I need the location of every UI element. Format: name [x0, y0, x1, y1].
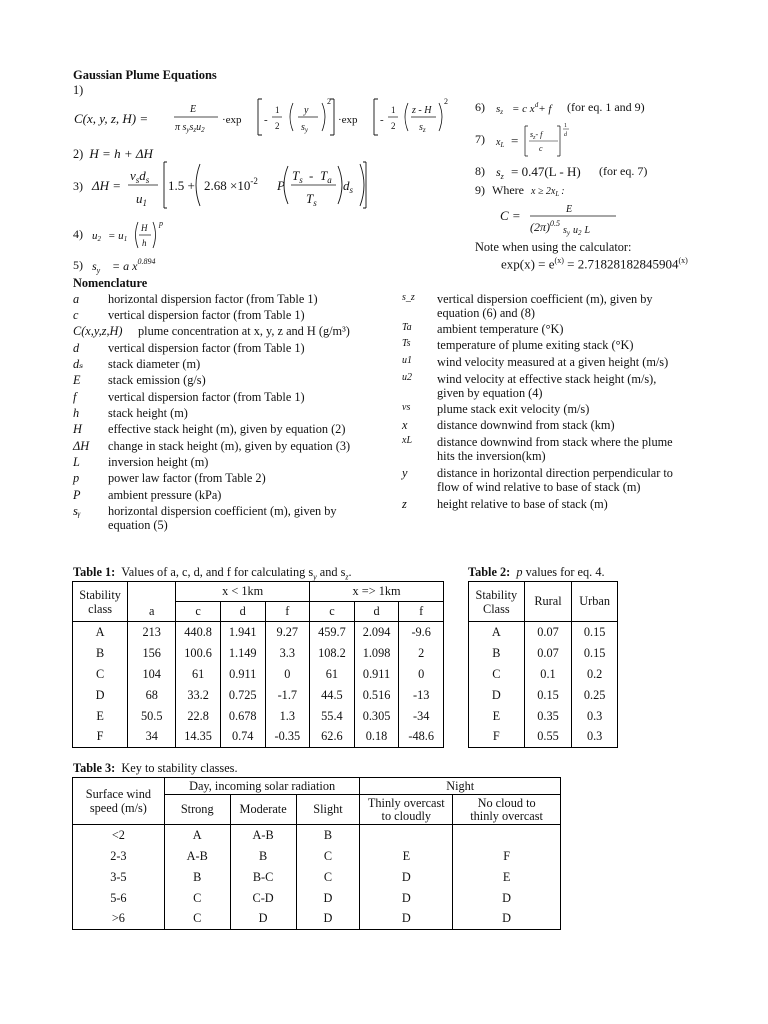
nomenclature-definition-continued: given by equation (4) — [437, 386, 543, 400]
nomenclature-symbol: xL — [402, 435, 412, 446]
calculator-note: Note when using the calculator: — [475, 240, 632, 254]
table-cell: A-B — [164, 846, 230, 867]
nomenclature-symbol: a — [73, 292, 80, 306]
table-cell: 0.07 — [524, 643, 572, 664]
nomenclature-symbol: c — [73, 308, 79, 322]
nomenclature-definition: inversion height (m) — [108, 455, 209, 469]
table-cell: 68 — [128, 685, 176, 706]
table-cell: B — [164, 867, 230, 888]
equation-6 — [474, 96, 674, 118]
nomenclature-definition: horizontal dispersion coefficient (m), given by — [108, 504, 337, 518]
table-cell: 0.1 — [524, 664, 572, 685]
svg-text:1: 1 — [391, 105, 396, 115]
table-cell: A — [164, 825, 230, 846]
table-row — [73, 909, 561, 930]
table-cell: 0.725 — [220, 685, 265, 706]
table-cell: 0.07 — [524, 622, 572, 643]
table-cell: 104 — [128, 664, 176, 685]
table-cell: D — [296, 909, 360, 930]
svg-text:Ts: $T_s$ — [292, 168, 303, 185]
equation-8 — [474, 160, 674, 182]
table-cell: -13 — [399, 685, 444, 706]
nomenclature-symbol: sᵧ — [73, 504, 81, 518]
nomenclature-symbol: p — [73, 471, 80, 485]
table-row — [73, 643, 444, 664]
nomenclature-definition: stack height (m) — [108, 406, 188, 420]
table-cell: E — [360, 846, 453, 867]
table-cell: C — [296, 867, 360, 888]
table-row — [469, 685, 618, 706]
nomenclature-symbol: C(x,y,z,H) — [73, 324, 123, 338]
table3-header-slight: Slight — [296, 795, 360, 825]
nomenclature-definition: wind velocity at effective stack height (m/s), — [437, 372, 657, 386]
svg-text:3): 3) — [73, 179, 83, 193]
table-cell: E — [453, 867, 561, 888]
table-cell: 0.15 — [572, 643, 618, 664]
svg-text:=: = — [511, 133, 519, 148]
nomenclature-heading: Nomenclature — [73, 276, 148, 290]
table-cell: 0.15 — [524, 685, 572, 706]
svg-text:2: 2 — [444, 97, 448, 106]
svg-text:(for eq. 1 and 9): (for eq. 1 and 9) — [567, 100, 645, 114]
table-row — [73, 825, 561, 846]
table-cell: B — [73, 643, 128, 664]
svg-text:= 0.47(L - H): = 0.47(L - H) — [511, 164, 581, 179]
nomenclature-symbol: x — [402, 418, 408, 432]
table-row — [73, 622, 444, 643]
table-cell: D — [296, 888, 360, 909]
table1-header-c: c — [176, 602, 221, 622]
svg-text:2.68 ×10-2: $2.68 \times 10^{-2}$ — [204, 176, 258, 193]
nomenclature-definition: distance in horizontal direction perpendicular to — [437, 466, 673, 480]
table-cell: 61 — [310, 664, 355, 685]
table-cell: -9.6 — [399, 622, 444, 643]
svg-text:sy: $s_y$ — [301, 122, 309, 134]
svg-text:P: P — [277, 178, 285, 193]
table3-group-night: Night — [360, 778, 561, 795]
table-cell: 3.3 — [265, 643, 310, 664]
svg-text:= a x0.894: = a $x^{0.894}$ — [112, 257, 156, 273]
table1-header-d: d — [354, 602, 399, 622]
table-cell: 0.35 — [524, 706, 572, 727]
table-cell: 2-3 — [73, 846, 165, 867]
table-row — [73, 706, 444, 727]
table3 — [72, 777, 561, 930]
nomenclature-definition: stack emission (g/s) — [108, 373, 206, 387]
nomenclature-definition: power law factor (from Table 2) — [108, 471, 266, 485]
table3-header-moderate: Moderate — [230, 795, 296, 825]
svg-text:·exp: ·exp — [338, 114, 358, 126]
svg-text:E: E — [566, 204, 573, 215]
page-title: Gaussian Plume Equations — [73, 68, 217, 82]
svg-text:C(x, y, z, H) =: C(x, y, z, H) = — [74, 111, 149, 126]
svg-text:u1: $u_1$ — [136, 191, 147, 208]
table-cell: 33.2 — [176, 685, 221, 706]
table3-caption: Table 3: Key to stability classes. — [73, 761, 238, 775]
svg-text:π syszu2: π $s_ys_zu_2$ — [175, 122, 205, 134]
svg-text:h: h — [142, 238, 147, 248]
table-cell: <2 — [73, 825, 165, 846]
nomenclature-symbol: h — [73, 406, 80, 420]
svg-text:sz- f: $s_z-$ f — [530, 130, 543, 141]
svg-text:9): 9) — [475, 183, 485, 197]
table-cell: 0.516 — [354, 685, 399, 706]
equation-1 — [72, 96, 452, 140]
nomenclature-definition: stack diameter (m) — [108, 357, 201, 371]
svg-text:x ≥ 2xL:: $x \ge 2x_L$ : — [531, 186, 565, 198]
svg-text:p: p — [159, 219, 163, 228]
nomenclature-symbol: u1 — [402, 355, 412, 366]
table-row — [73, 685, 444, 706]
table1-group-lt1km: x < 1km — [176, 582, 310, 602]
svg-text:Ts: $T_s$ — [306, 191, 317, 208]
table2-header-rural: Rural — [524, 582, 572, 622]
table-cell: 0.3 — [572, 706, 618, 727]
nomenclature-symbol: vs — [402, 402, 411, 413]
svg-text:1: 1 — [564, 123, 567, 129]
nomenclature-symbol: Ta — [402, 322, 412, 333]
table-cell: C — [164, 909, 230, 930]
table1-caption: Table 1: Values of a, c, d, and f for calculating $s_y$ and $s_z$. — [73, 565, 352, 582]
nomenclature-definition: horizontal dispersion factor (from Table 1) — [108, 292, 318, 306]
table-cell: C — [296, 846, 360, 867]
nomenclature-definition: vertical dispersion factor (from Table 1) — [108, 341, 305, 355]
svg-text:1.5 +: 1.5 + — [168, 178, 195, 193]
nomenclature-definition: height relative to base of stack (m) — [437, 497, 608, 511]
nomenclature-definition: plume stack exit velocity (m/s) — [437, 402, 590, 416]
table-cell: D — [360, 909, 453, 930]
svg-text:-: - — [309, 168, 314, 183]
table-cell: 1.941 — [220, 622, 265, 643]
equation-2: 2) H = h + ΔH — [73, 146, 153, 161]
nomenclature-definition: ambient pressure (kPa) — [108, 488, 222, 502]
nomenclature-symbol: u2 — [402, 372, 412, 383]
table-cell: 0.25 — [572, 685, 618, 706]
table-row — [469, 727, 618, 748]
table-cell: 156 — [128, 643, 176, 664]
nomenclature-definition-continued: flow of wind relative to base of stack (m) — [437, 480, 641, 494]
table-cell: D — [453, 909, 561, 930]
svg-text:2: 2 — [275, 121, 280, 131]
svg-text:5): 5) — [73, 258, 83, 272]
table-cell: 0.18 — [354, 727, 399, 748]
table-cell: 0 — [399, 664, 444, 685]
table-cell — [453, 825, 561, 846]
table-cell: 1.3 — [265, 706, 310, 727]
table-cell: D — [360, 888, 453, 909]
table-row — [469, 643, 618, 664]
table-cell: D — [469, 685, 525, 706]
nomenclature-symbol: L — [73, 455, 80, 469]
svg-text:·exp: ·exp — [222, 114, 242, 126]
table-cell: 0 — [265, 664, 310, 685]
table-cell: 108.2 — [310, 643, 355, 664]
svg-text:u2: u2 — [92, 230, 101, 243]
table-cell: 44.5 — [310, 685, 355, 706]
nomenclature-symbol: P — [73, 488, 81, 502]
nomenclature-definition: vertical dispersion coefficient (m), given by — [437, 292, 653, 306]
table-cell: F — [453, 846, 561, 867]
nomenclature-definition: change in stack height (m), given by equation (3) — [108, 439, 351, 453]
nomenclature-symbol: H — [73, 422, 82, 436]
svg-text:= c xd+ f: = c $x^d+ f$ — [512, 101, 552, 115]
table1 — [72, 581, 444, 748]
table-row — [469, 622, 618, 643]
table-cell: A — [73, 622, 128, 643]
svg-text:E: E — [190, 104, 197, 115]
table-cell: 0.55 — [524, 727, 572, 748]
nomenclature-symbol: Ts — [402, 338, 411, 349]
svg-text:Ta: $T_a$ — [320, 168, 332, 185]
svg-text:4): 4) — [73, 227, 83, 241]
nomenclature-definition: distance downwind from stack where the plume — [437, 435, 673, 449]
table-cell: 213 — [128, 622, 176, 643]
nomenclature-definition: vertical dispersion factor (from Table 1) — [108, 308, 305, 322]
svg-text:1: 1 — [275, 105, 280, 115]
table-cell: 0.678 — [220, 706, 265, 727]
table-cell: 0.3 — [572, 727, 618, 748]
table1-header-f: f — [399, 602, 444, 622]
table3-header-thinly-overcast: Thinly overcast to cloudly — [360, 795, 453, 825]
table-cell: F — [73, 727, 128, 748]
svg-text:7): 7) — [475, 132, 485, 146]
table3-group-day: Day, incoming solar radiation — [164, 778, 360, 795]
table3-header-wind: Surface wind speed (m/s) — [73, 778, 165, 825]
table-cell: 0.911 — [354, 664, 399, 685]
svg-text:xL: $x_L$ — [496, 137, 505, 149]
table-cell: D — [230, 909, 296, 930]
nomenclature-definition: distance downwind from stack (km) — [437, 418, 615, 432]
table-row — [73, 846, 561, 867]
table-cell: 14.35 — [176, 727, 221, 748]
table-cell: 55.4 — [310, 706, 355, 727]
table-cell: 440.8 — [176, 622, 221, 643]
table-cell: 1.098 — [354, 643, 399, 664]
equation-7 — [474, 120, 584, 158]
table-cell: B — [469, 643, 525, 664]
nomenclature-symbol: z — [402, 497, 407, 511]
table-cell: F — [469, 727, 525, 748]
table2 — [468, 581, 618, 748]
svg-text:2: 2 — [327, 97, 331, 106]
table-cell: B — [296, 825, 360, 846]
nomenclature-definition: plume concentration at x, y, z and H (g/m³) — [138, 324, 350, 338]
table-cell: 0.74 — [220, 727, 265, 748]
table-cell: B-C — [230, 867, 296, 888]
table-cell: -34 — [399, 706, 444, 727]
table-cell: C — [164, 888, 230, 909]
table1-header-c: c — [310, 602, 355, 622]
table-row — [73, 888, 561, 909]
table-cell: C — [73, 664, 128, 685]
svg-text:ds: $d_s$ — [343, 178, 354, 195]
table-row — [73, 867, 561, 888]
svg-text:sz: sz — [496, 103, 504, 116]
svg-text:-: - — [264, 114, 268, 126]
table-cell: 1.149 — [220, 643, 265, 664]
table-cell: 0.15 — [572, 622, 618, 643]
equation-1-label: 1) — [73, 83, 84, 97]
nomenclature-symbol: f — [73, 390, 77, 404]
table-cell: 2 — [399, 643, 444, 664]
table-row — [73, 727, 444, 748]
svg-text:d: d — [564, 132, 567, 138]
svg-text:C =: C = — [500, 208, 521, 223]
nomenclature-symbol: d — [73, 341, 80, 355]
equation-3 — [72, 158, 372, 214]
table3-header-no-cloud: No cloud to thinly overcast — [453, 795, 561, 825]
table-cell: 459.7 — [310, 622, 355, 643]
table-cell: 3-5 — [73, 867, 165, 888]
table-cell: -1.7 — [265, 685, 310, 706]
table-cell: >6 — [73, 909, 165, 930]
table-cell: D — [360, 867, 453, 888]
table-cell: D — [453, 888, 561, 909]
svg-text:H: H — [141, 223, 148, 233]
table-cell: 22.8 — [176, 706, 221, 727]
table-cell: A — [469, 622, 525, 643]
table-cell: -48.6 — [399, 727, 444, 748]
svg-text:y: y — [304, 105, 309, 116]
equation-9 — [474, 180, 634, 240]
table-cell: 0.911 — [220, 664, 265, 685]
nomenclature-symbol: E — [73, 373, 81, 387]
svg-text:c: c — [539, 144, 543, 153]
table-cell: C-D — [230, 888, 296, 909]
nomenclature-definition-continued: equation (5) — [108, 518, 168, 532]
nomenclature-definition: ambient temperature (°K) — [437, 322, 564, 336]
table-cell: 61 — [176, 664, 221, 685]
svg-text:Where: Where — [492, 183, 524, 197]
table-cell: B — [230, 846, 296, 867]
table1-header-f: f — [265, 602, 310, 622]
table-cell: 62.6 — [310, 727, 355, 748]
nomenclature-symbol: y — [402, 466, 408, 480]
table1-header-a: a — [128, 582, 176, 622]
table-cell: 50.5 — [128, 706, 176, 727]
table-cell — [360, 825, 453, 846]
table1-group-ge1km: x => 1km — [310, 582, 444, 602]
nomenclature-symbol: dₛ — [73, 357, 84, 371]
table-cell: 100.6 — [176, 643, 221, 664]
svg-text:(for eq. 7): (for eq. 7) — [599, 164, 648, 178]
svg-text:(2π)0.5syu2L: $(2\pi)^{0.5}_sy$ u2 L — [530, 219, 591, 237]
table-cell: 0.2 — [572, 664, 618, 685]
nomenclature-definition: wind velocity measured at a given height (m/s) — [437, 355, 669, 369]
table-cell: E — [469, 706, 525, 727]
table-cell: 2.094 — [354, 622, 399, 643]
table-cell: E — [73, 706, 128, 727]
table-cell: C — [469, 664, 525, 685]
table1-header-stability: Stability class — [73, 582, 128, 622]
nomenclature-definition-continued: hits the inversion(km) — [437, 449, 546, 463]
svg-text:sz: $s_z$ — [419, 122, 426, 134]
nomenclature-definition: vertical dispersion factor (from Table 1) — [108, 390, 305, 404]
table2-caption: Table 2: p values for eq. 4. — [468, 565, 605, 579]
nomenclature-definition: temperature of plume exiting stack (°K) — [437, 338, 634, 352]
table-row — [73, 664, 444, 685]
table2-header-urban: Urban — [572, 582, 618, 622]
equation-4 — [72, 218, 182, 254]
table1-header-d: d — [220, 602, 265, 622]
svg-text:vsds: $v_sd_s$ — [130, 168, 150, 185]
svg-text:6): 6) — [475, 100, 485, 114]
nomenclature-definition: effective stack height (m), given by equation (2) — [108, 422, 346, 436]
nomenclature-symbol: ΔH — [73, 439, 90, 453]
nomenclature-definition-continued: equation (6) and (8) — [437, 306, 535, 320]
svg-text:z - H: z - H — [412, 105, 432, 116]
svg-text:= u1: = u1 — [108, 230, 128, 243]
svg-text:sy: $s_y$ — [92, 259, 101, 275]
nomenclature-symbol: s_z — [402, 292, 415, 303]
table-cell: 0.305 — [354, 706, 399, 727]
table-cell: -0.35 — [265, 727, 310, 748]
svg-text:-: - — [380, 114, 384, 126]
svg-text:ΔH =: ΔH = — [92, 178, 122, 193]
table-row — [469, 706, 618, 727]
table-cell: 9.27 — [265, 622, 310, 643]
equation-5 — [72, 254, 192, 276]
svg-text:8): 8) — [475, 164, 485, 178]
calculator-expression: $\exp(x) = e^{(x)} = 2.71828182845904^{(x)}$ — [501, 256, 688, 272]
table3-header-strong: Strong — [164, 795, 230, 825]
table-cell: D — [73, 685, 128, 706]
table-row — [469, 664, 618, 685]
table-cell: 5-6 — [73, 888, 165, 909]
svg-text:2: 2 — [391, 121, 396, 131]
table-cell: 34 — [128, 727, 176, 748]
table2-header-stability: Stability Class — [469, 582, 525, 622]
svg-text:sz: $s_z$ — [496, 165, 504, 181]
table-cell: A-B — [230, 825, 296, 846]
